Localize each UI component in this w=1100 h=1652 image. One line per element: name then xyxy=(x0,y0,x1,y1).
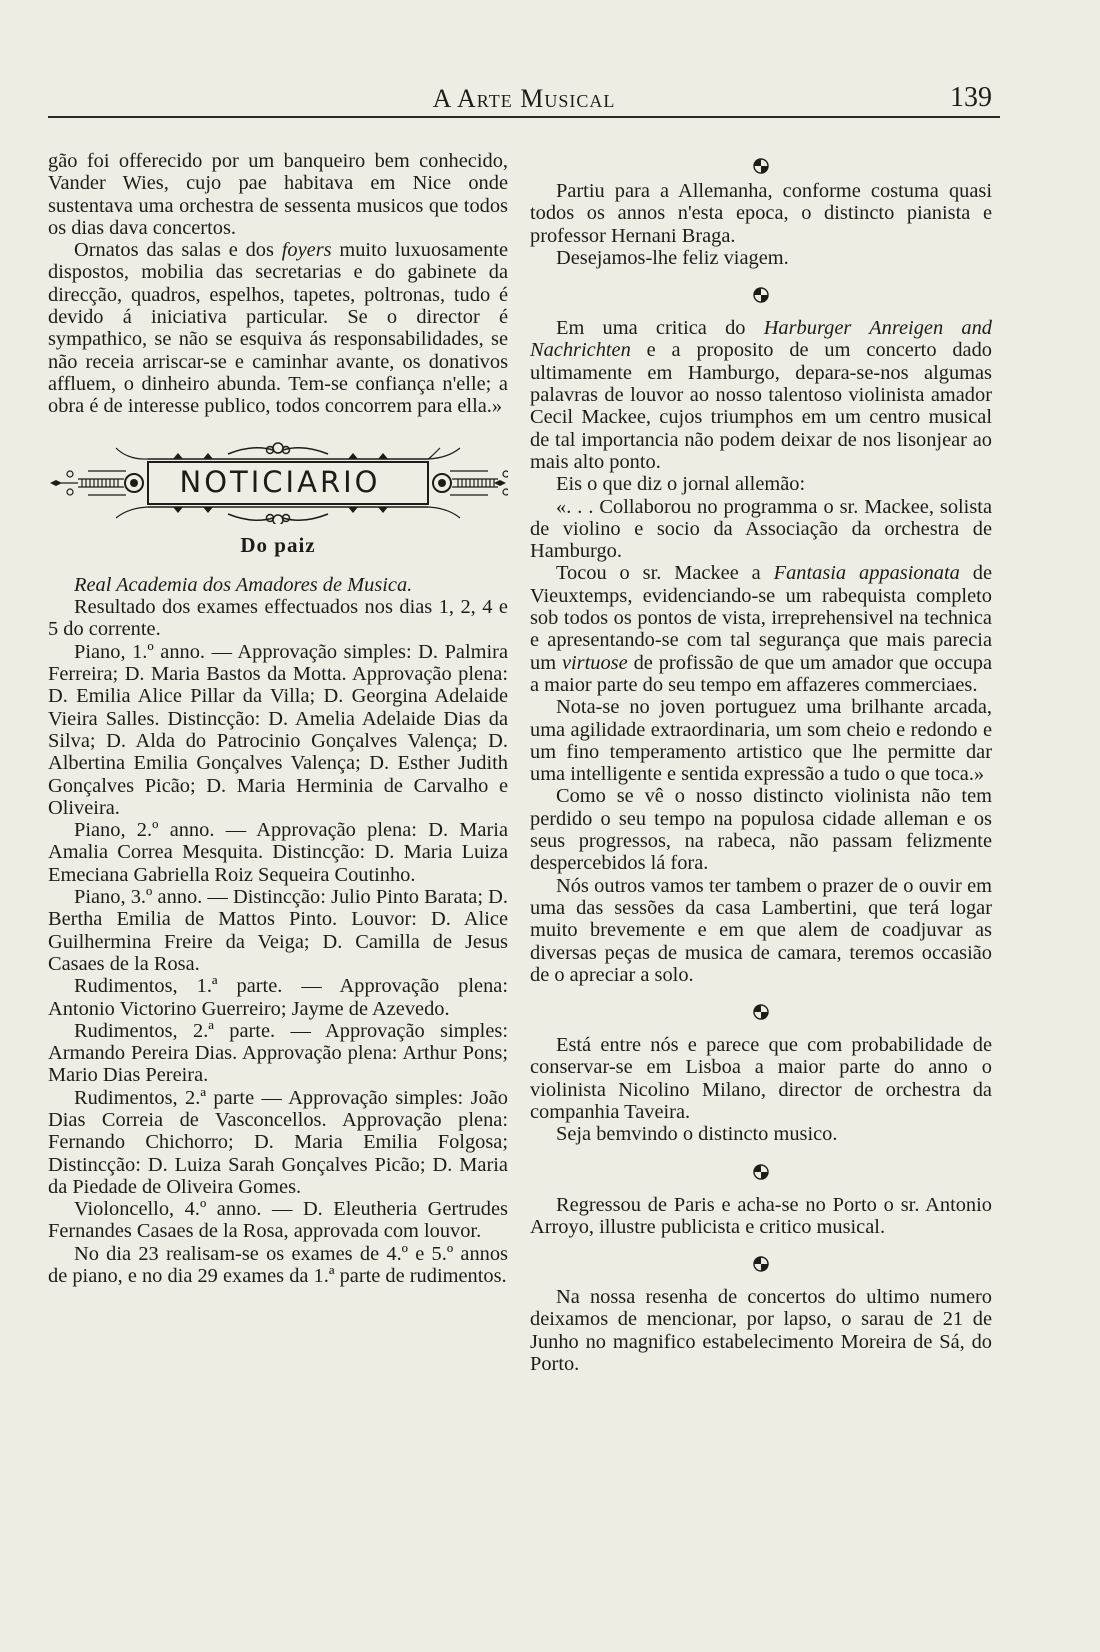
quartered-circle-ornament-icon xyxy=(753,287,769,303)
quartered-circle-ornament-icon xyxy=(753,158,769,174)
left-column xyxy=(48,150,508,1287)
subsection-title: Do paiz xyxy=(240,532,316,557)
running-title: A Arte Musical xyxy=(432,84,616,113)
page-number: 139 xyxy=(950,82,992,113)
quartered-circle-ornament-icon xyxy=(753,1164,769,1180)
paragraph: Seja bemvindo o distincto musico. xyxy=(556,1123,838,1146)
paragraph: gão foi offerecido por um banqueiro bem conhecido, Vander Wies, cujo pae habitava em Nice onde sustentava uma orchestra de sessenta musicos que todos os dias dava concertos. xyxy=(48,150,508,239)
paragraph xyxy=(48,239,508,417)
paragraph: Resultado dos exames effectuados nos dias 1, 2, 4 e 5 do corrente. xyxy=(48,596,508,641)
paragraph: Partiu para a Allemanha, conforme costuma quasi todos os annos n'esta epoca, o distincto pianista e professor Hernani Braga. xyxy=(530,180,992,247)
paragraph: Nós outros vamos ter tambem o prazer de o ouvir em uma das sessões da casa Lambertini, que terá logar muito brevemente e em que alem de coadjuvar as diversas peças de musica de camara, teremos occasião de o apreciar a solo. xyxy=(530,874,992,986)
paragraph: Como se vê o nosso distincto violinista não tem perdido o seu tempo na populosa cidade alleman e os seus progressos, na rabeca, não passam felizmente despercebidos lá fora. xyxy=(530,785,992,875)
text-run: de profissão de que um amador que occupa a maior parte do seu tempo em affazeres commerciaes. xyxy=(530,651,992,696)
academy-heading xyxy=(48,574,508,596)
quartered-circle-ornament-icon xyxy=(753,1004,769,1020)
italic-term: virtuose xyxy=(561,651,628,674)
text-run: de Vieuxtemps, evidenciando-se um rabequista completo sob todos os pontos de vista, irreprehensivel na technica e apresentando-se com tal segurança que mais parecia um xyxy=(530,562,992,674)
text-run: muito luxuosamente dispostos, mobilia das secretarias e do gabinete da direcção, quadros, espelhos, tapetes, poltronas, tudo é devido á iniciativa particular. Se o director é sympathico, se não se esquiva ás responsabilidades, se não receia arriscar-se e caminhar avante, os donativos affluem, o dinheiro abunda. Tem-se confiança n'elle; a obra é de interesse publico, todos concorrem para ella.» xyxy=(48,239,509,418)
paragraph: Desejamos-lhe feliz viagem. xyxy=(556,246,789,269)
paragraph: Violoncello, 4.º anno. — D. Eleutheria Gertrudes Fernandes Casaes de la Rosa, approvada com louvor. xyxy=(48,1198,508,1243)
paragraph: No dia 23 realisam-se os exames de 4.º e 5.º annos de piano, e no dia 29 exames da 1.ª parte de rudimentos. xyxy=(48,1242,508,1288)
paragraph: Nota-se no joven portuguez uma brilhante arcada, uma agilidade extraordinaria, um som cheio e redondo e um fino temperamento artistico que lhe permitte dar uma intelligente e sentida expressão a tudo o que toca.» xyxy=(530,696,992,786)
quartered-circle-ornament-icon xyxy=(753,1256,769,1272)
text-run: Tocou o sr. Mackee a xyxy=(556,562,774,585)
text-run: e a proposito de um concerto dado ultimamente em Hamburgo, depara-se-nos algumas palavras de louvor ao nosso talentoso violinista amador Cecil Mackee, cujos triumphos em um centro musical de tal importancia não podem deixar de nos lisonjear ao mais alto ponto. xyxy=(530,339,992,473)
paragraph: Piano, 1.º anno. — Approvação simples: D. Palmira Ferreira; D. Maria Bastos da Motta. Approvação plena: D. Emilia Alice Pillar da Villa; D. Georgina Adelaide Vieira Salles. Distincção: D. Amelia Adelaide Dias da Silva; D. Alda do Patrocinio Gonçalves Valença; D. Albertina Emilia Gonçalves Valença; D. Esther Judith Gonçalves Picão; D. Maria Herminia de Carvalho e Oliveira. xyxy=(48,640,508,819)
paragraph: «. . . Collaborou no programma o sr. Mackee, solista de violino e socio da Associação da orchestra de Hamburgo. xyxy=(530,495,992,563)
paragraph: Está entre nós e parece que com probabilidade de conservar-se em Lisboa a maior parte do anno o violinista Nicolino Milano, director de orchestra da companhia Taveira. xyxy=(530,1034,992,1123)
text-run: Ornatos das salas e dos xyxy=(74,239,282,262)
newspaper-title: Harburger Anreigen and Nachrichten xyxy=(530,317,992,362)
text-run: Em uma critica do xyxy=(556,317,764,340)
paragraph: Piano, 2.º anno. — Approvação plena: D. Maria Amalia Correa Mesquita. Distincção: D. Maria Luiza Emeciana Gabriella Roiz Sequeira Coutinho. xyxy=(48,819,508,886)
paragraph xyxy=(530,562,992,696)
paragraph: Na nossa resenha de concertos do ultimo numero deixamos de mencionar, por lapso, o sarau de 21 de Junho no magnifico estabelecimento Moreira de Sá, do Porto. xyxy=(530,1286,992,1376)
paragraph xyxy=(530,317,992,473)
paragraph: Eis o que diz o jornal allemão: xyxy=(556,473,806,496)
right-column xyxy=(530,150,992,1375)
paragraph: Piano, 3.º anno. — Distincção: Julio Pinto Barata; D. Bertha Emilia de Mattos Pinto. Louvor: D. Alice Guilhermina Freire da Veiga; D. Camilla de Jesus Casaes de la Rosa. xyxy=(48,886,508,975)
paragraph: Rudimentos, 1.ª parte. — Approvação plena: Antonio Victorino Guerreiro; Jayme de Azevedo. xyxy=(48,975,508,1020)
italic-heading: Real Academia dos Amadores de Musica. xyxy=(74,573,413,596)
italic-term: foyers xyxy=(281,239,332,262)
header-rule xyxy=(48,116,1000,118)
paragraph: Rudimentos, 2.ª parte — Approvação simples: João Dias Correia de Vasconcellos. Approvação plena: Fernando Chichorro; D. Maria Emilia Folgosa; Distincção: D. Luiza Sarah Gonçalves Picão; D. Maria da Piedade de Oliveira Gomes. xyxy=(48,1086,508,1198)
work-title: Fantasia appasionata xyxy=(773,562,960,585)
page-header xyxy=(48,80,1000,120)
section-title: NOTICIARIO xyxy=(179,464,381,499)
section-header-ornament xyxy=(48,440,508,524)
paragraph: Rudimentos, 2.ª parte. — Approvação simples: Armando Pereira Dias. Approvação plena: Arthur Pons; Mario Dias Pereira. xyxy=(48,1019,508,1087)
paragraph: Regressou de Paris e acha-se no Porto o sr. Antonio Arroyo, illustre publicista e critico musical. xyxy=(530,1193,992,1238)
